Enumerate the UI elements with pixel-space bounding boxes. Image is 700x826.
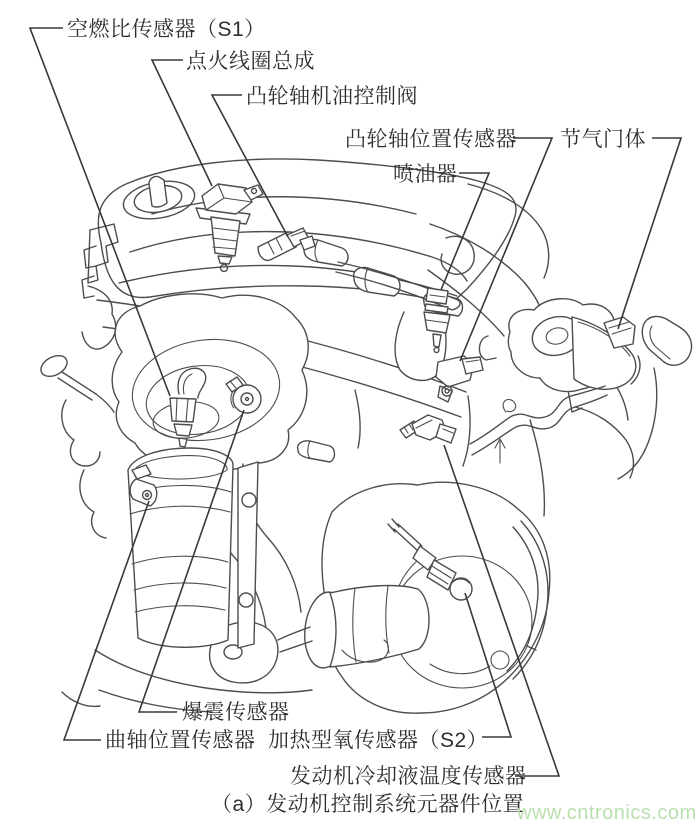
label-camshaft-oil-control-valve: 凸轮轴机油控制阀 (246, 85, 418, 108)
coolant-temp-sensor-art (400, 415, 456, 443)
label-heated-oxygen-sensor-s2: 加热型氧传感器（S2） (268, 729, 489, 752)
watermark-text: www.cntronics.com (517, 802, 697, 824)
label-engine-coolant-temp-sensor: 发动机冷却液温度传感器 (290, 765, 527, 788)
label-camshaft-position-sensor: 凸轮轴位置传感器 (345, 128, 517, 151)
wiring-harness-art (470, 386, 633, 478)
label-air-fuel-ratio-sensor-s1: 空燃比传感器（S1） (67, 18, 266, 41)
engine-illustration (37, 159, 691, 713)
label-fuel-injector: 喷油器 (393, 163, 458, 186)
left-fittings-art (37, 224, 118, 538)
figure-caption: （a）发动机控制系统元器件位置 (211, 793, 525, 816)
label-throttle-body: 节气门体 (560, 128, 646, 151)
label-knock-sensor: 爆震传感器 (182, 701, 290, 724)
leader-crankshaft-position-sensor (64, 501, 149, 740)
camshaft-position-sensor-art (436, 356, 483, 402)
starter-canister-art (128, 448, 258, 648)
label-crankshaft-position-sensor: 曲轴位置传感器 (105, 729, 256, 752)
label-ignition-coil-assembly: 点火线圈总成 (186, 50, 315, 73)
throttle-body-art (508, 299, 691, 392)
leader-throttle-body (618, 138, 681, 329)
